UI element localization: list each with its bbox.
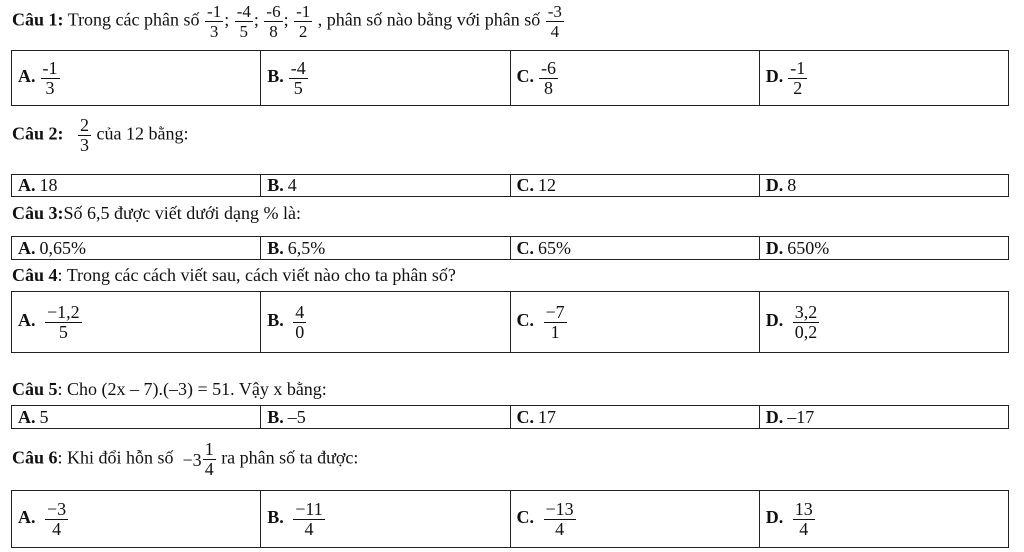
question-4-text: : Trong các cách viết sau, cách viết nào cho ta phân số? — [57, 265, 456, 285]
q1-option-a[interactable]: A. $\frac{-1}{3}$ — [12, 51, 261, 106]
q6-mixed-number: −3 $\frac{1}{4}$ — [182, 439, 214, 479]
q1-option-d[interactable]: D. $\frac{-1}{2}$ — [759, 51, 1008, 106]
q4-option-d[interactable]: D. $\frac{3,2}{0,2}$ — [759, 292, 1008, 353]
separator: ; — [283, 9, 289, 30]
q4-option-a[interactable]: A. $\frac{-1,2}{5}$ — [12, 292, 261, 353]
q5-option-b[interactable]: B. –5 — [261, 406, 510, 429]
question-5-options — [11, 405, 1009, 429]
q5-option-d[interactable]: D. –17 — [759, 406, 1008, 429]
question-6-text-before: : Khi đổi hỗn số — [57, 447, 174, 468]
q6-mixed-whole: −3 — [182, 449, 202, 470]
q3-option-c[interactable]: C. 65% — [510, 237, 759, 260]
q2-option-b[interactable]: B. 4 — [261, 175, 510, 197]
q1-fraction-2: $\frac{-4}{5}$ — [236, 2, 251, 41]
question-3-options — [11, 236, 1009, 260]
question-6 — [12, 440, 358, 479]
q5-option-a[interactable]: A. 5 — [12, 406, 261, 429]
q6-option-b[interactable]: B. $\frac{-11}{4}$ — [261, 491, 510, 548]
q3-option-d[interactable]: D. 650% — [759, 237, 1008, 260]
q1-option-c[interactable]: C. $\frac{-6}{8}$ — [510, 51, 759, 106]
q2-fraction: $\frac{2}{3}$ — [80, 115, 90, 155]
question-1 — [12, 2, 565, 41]
question-6-text-after: ra phân số ta được: — [221, 447, 359, 468]
question-3-text: Số 6,5 được viết dưới dạng % là: — [63, 203, 302, 223]
q6-option-a[interactable]: A. $\frac{-3}{4}$ — [12, 491, 261, 548]
q4-option-c[interactable]: C. $\frac{-7}{1}$ — [510, 292, 759, 353]
question-3-label: Câu 3: — [12, 203, 64, 223]
question-5-text: : Cho (2x – 7).(–3) = 51. Vậy x bằng: — [57, 379, 327, 399]
question-1-label: Câu 1: — [12, 9, 64, 30]
q1-fraction-4: $\frac{-1}{2}$ — [296, 2, 311, 41]
q1-fraction-1: $\frac{-1}{3}$ — [207, 2, 222, 41]
question-2 — [12, 116, 188, 155]
separator: ; — [224, 9, 230, 30]
question-1-text-before: Trong các phân số — [67, 9, 200, 30]
q2-option-d[interactable]: D. 8 — [759, 175, 1008, 197]
separator: ; — [253, 9, 259, 30]
question-5 — [12, 378, 327, 400]
question-2-label: Câu 2: — [12, 123, 64, 144]
q2-option-a[interactable]: A. 18 — [12, 175, 261, 197]
question-2-options — [11, 174, 1009, 197]
q1-option-b[interactable]: B. $\frac{-4}{5}$ — [261, 51, 510, 106]
question-4 — [12, 264, 456, 286]
q1-target-fraction: $\frac{-3}{4}$ — [547, 2, 562, 41]
question-6-options — [11, 490, 1009, 548]
question-3 — [12, 202, 301, 224]
question-1-text-after: , phân số nào bằng với phân số — [317, 9, 541, 30]
q3-option-b[interactable]: B. 6,5% — [261, 237, 510, 260]
q1-fraction-3: $\frac{-6}{8}$ — [266, 2, 281, 41]
q3-option-a[interactable]: A. 0,65% — [12, 237, 261, 260]
q2-option-c[interactable]: C. 12 — [510, 175, 759, 197]
question-2-text: của 12 bằng: — [96, 123, 189, 144]
question-6-label: Câu 6 — [12, 447, 58, 468]
q4-option-b[interactable]: B. $\frac{4}{0}$ — [261, 292, 510, 353]
question-1-options — [11, 50, 1009, 106]
q5-option-c[interactable]: C. 17 — [510, 406, 759, 429]
q6-option-d[interactable]: D. $\frac{13}{4}$ — [759, 491, 1008, 548]
question-4-label: Câu 4 — [12, 265, 58, 285]
q6-option-c[interactable]: C. $\frac{-13}{4}$ — [510, 491, 759, 548]
question-5-label: Câu 5 — [12, 379, 58, 399]
question-4-options — [11, 291, 1009, 353]
